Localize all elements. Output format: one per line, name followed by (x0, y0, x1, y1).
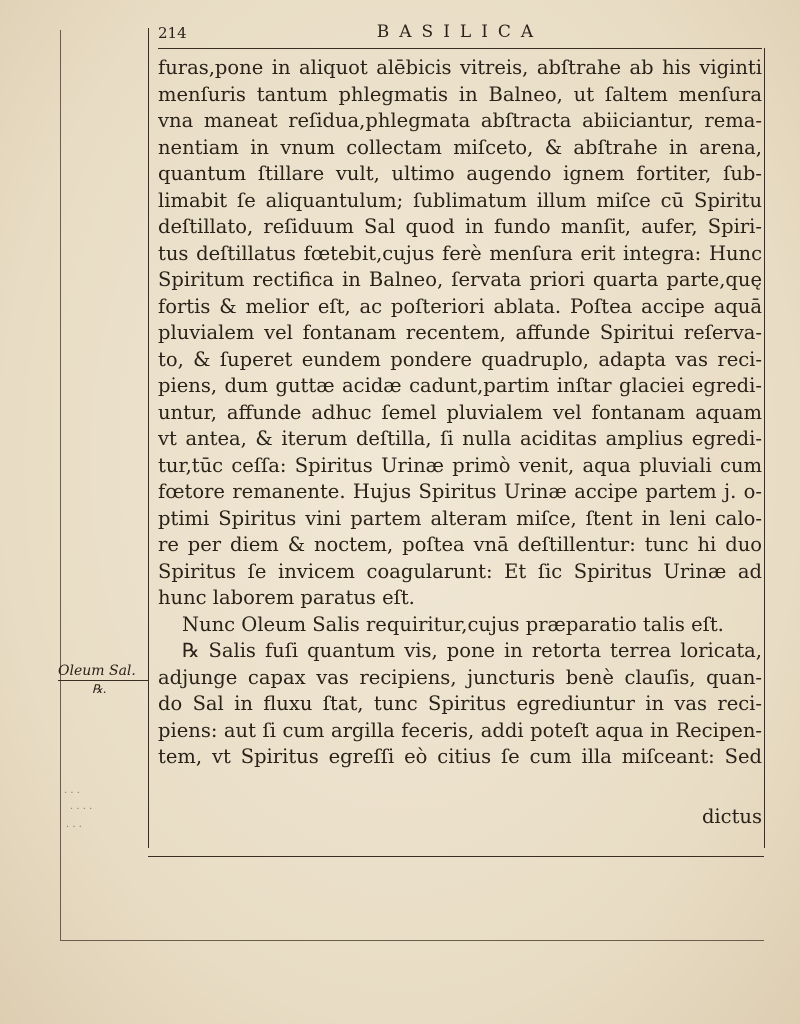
text-line: furas,pone in aliquot alēbicis vitreis, abſtrahe ab his viginti (158, 56, 762, 79)
text-line: tus deſtillatus fœtebit,cujus ferè menſura erit integra: Hunc (158, 241, 762, 265)
page-header (158, 20, 762, 49)
running-head: BASILICA (376, 22, 544, 42)
text-line: fœtore remanente. Hujus Spiritus Urinæ accipe partem j. o- (158, 480, 762, 503)
text-line: tem, vt Spiritus egreſſi eò citius ſe cum illa miſceant: Sed (158, 745, 762, 768)
text-line: piens: aut ſi cum argilla feceris, addi poteſt aqua in Recipen- (158, 718, 762, 742)
text-line: nentiam in vnum collectam miſceto, & abſtrahe in arena, (158, 135, 762, 159)
text-line: hunc laborem paratus eſt. (158, 586, 415, 609)
text-line: ℞ Salis fuſi quantum vis, pone in retorta terrea loricata, (182, 639, 762, 662)
text-line: limabit ſe aliquantulum; ſublimatum illum miſce cū Spiritu (158, 188, 762, 212)
body-text (158, 55, 762, 771)
text-line: untur, affunde adhuc ſemel pluvialem vel fontanam aquam (158, 400, 762, 424)
text-line: to, & ſuperet eundem pondere quadruplo, adapta vas reci- (158, 347, 762, 371)
text-frame-left-rule (148, 28, 149, 848)
ink-blot-mark: · · · · (70, 804, 93, 815)
text-line: Nunc Oleum Salis requiritur,cujus præparatio talis eſt. (182, 612, 724, 636)
page-edge-bottom (60, 940, 764, 941)
text-line: piens, dum guttæ acidæ cadunt,partim inſtar glaciei egredi- (158, 374, 762, 397)
text-line: re per diem & noctem, poſtea vnā deſtillentur: tunc hi duo (158, 533, 762, 556)
catchword: dictus (701, 805, 762, 828)
text-line: adjunge capax vas recipiens, juncturis benè clauſis, quan- (158, 665, 762, 689)
text-line: vna maneat reſidua,phlegmata abſtracta abiiciantur, rema- (158, 109, 762, 132)
text-line: deſtillato, reſiduum Sal quod in fundo manſit, aufer, Spiri- (158, 215, 762, 238)
text-frame-right-rule (764, 48, 765, 848)
text-line: ptimi Spiritus vini partem alteram miſce, ſtent in leni calo- (158, 506, 762, 530)
text-line: vt antea, & iterum deſtilla, ſi nulla aciditas amplius egredi- (158, 427, 762, 450)
ink-blot-mark: · · · (64, 788, 80, 799)
margin-annotation-title: Oleum Sal. (58, 662, 148, 681)
text-line: fortis & melior eſt, ac poſteriori ablata. Poſtea accipe aquā (158, 294, 762, 318)
text-line: quantum ſtillare vult, ultimo augendo ignem fortiter, ſub- (158, 162, 762, 185)
text-frame-bottom-rule (148, 856, 764, 857)
page-edge-left (60, 30, 61, 940)
text-line: tur,tūc ceſſa: Spiritus Urinæ primò venit, aqua pluviali cum (158, 453, 762, 477)
margin-annotation-sub: ℞. (92, 682, 107, 696)
margin-annotation (58, 662, 148, 681)
text-line: do Sal in fluxu ſtat, tunc Spiritus egrediuntur in vas reci- (158, 692, 762, 715)
ink-blot-mark: · · · (66, 822, 82, 833)
text-line: Spiritus ſe invicem coagularunt: Et ſic Spiritus Urinæ ad (158, 559, 762, 583)
text-line: menſuris tantum phlegmatis in Balneo, ut ſaltem menſura (158, 82, 762, 106)
page-number: 214 (158, 24, 187, 42)
text-line: Spiritum rectifica in Balneo, ſervata priori quarta parte,quę (158, 268, 762, 291)
text-line: pluvialem vel fontanam recentem, affunde Spiritui reſerva- (158, 321, 762, 344)
